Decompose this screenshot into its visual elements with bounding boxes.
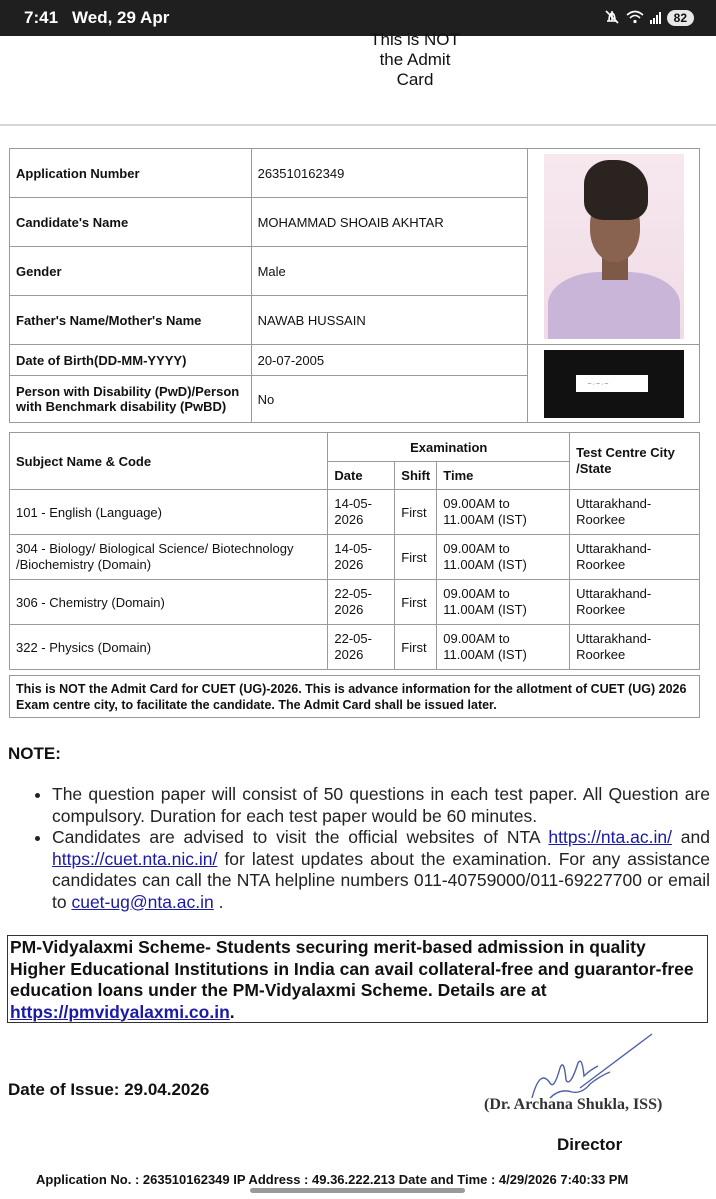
exam-centre: Uttarakhand-Roorkee [570, 580, 700, 625]
note-text: Candidates are advised to visit the official websites of NTA [52, 827, 549, 847]
candidate-info-table [9, 148, 700, 423]
note-text: for latest updates about the examination. For any assistance candidates can call the NTA helpline numbers 011-40759000/011-69227700 or email to [52, 848, 710, 912]
info-label: Candidate's Name [10, 198, 252, 247]
info-label: Application Number [10, 149, 252, 198]
header-line-3: Card [396, 70, 434, 89]
exam-subject: 304 - Biology/ Biological Science/ Biotechnology /Biochemistry (Domain) [10, 535, 328, 580]
exam-row [10, 625, 700, 670]
wifi-icon [626, 10, 644, 27]
issue-date: Date of Issue: 29.04.2026 [8, 1080, 210, 1099]
battery-indicator: 82 [667, 10, 694, 26]
exam-header-row [10, 433, 700, 462]
col-time: Time [437, 462, 570, 490]
exam-centre: Uttarakhand-Roorkee [570, 625, 700, 670]
header-line-2: the Admit [379, 50, 451, 69]
candidate-photo [544, 154, 684, 339]
nta-website-link[interactable]: https://nta.ac.in/ [548, 827, 672, 847]
info-label: Gender [10, 247, 252, 296]
home-gesture-bar[interactable] [250, 1188, 465, 1193]
info-value: 20-07-2005 [251, 345, 527, 376]
col-shift: Shift [395, 462, 437, 490]
scheme-text: PM-Vidyalaxmi Scheme- Students securing merit-based admission in quality Higher Educational Institutions in India can avail collateral-free and guarantor-free education loans under the PM-Vidyalaxmi Scheme. Details are at [10, 937, 694, 1000]
candidate-signature-image: ~·~·~ [544, 350, 684, 418]
signatory-title: Director [557, 1135, 623, 1154]
status-time: 7:41 [24, 8, 59, 27]
note-item [52, 827, 710, 913]
exam-subject: 101 - English (Language) [10, 490, 328, 535]
pmvidyalaxmi-link[interactable]: https://pmvidyalaxmi.co.in [10, 1001, 230, 1022]
info-value: Male [251, 247, 527, 296]
info-row-dob [10, 345, 700, 376]
page-header-title [330, 30, 500, 90]
note-item-text: The question paper will consist of 50 questions in each test paper. All Question are compulsory. Duration for each test paper would be 60 minutes. [52, 784, 710, 826]
header-divider [0, 124, 716, 126]
exam-time: 09.00AM to 11.00AM (IST) [437, 625, 570, 670]
exam-date: 22-05-2026 [328, 580, 395, 625]
note-item [52, 784, 710, 827]
cuet-website-link[interactable]: https://cuet.nta.nic.in/ [52, 848, 218, 869]
col-date: Date [328, 462, 395, 490]
not-admit-card-notice: This is NOT the Admit Card for CUET (UG)-2026. This is advance information for the allotment of CUET (UG) 2026 Exam centre city, to facilitate the candidate. The Admit Card shall be issued later. [9, 675, 700, 718]
scheme-end: . [229, 1001, 235, 1022]
info-value: 263510162349 [251, 149, 527, 198]
col-examination: Examination [328, 433, 570, 462]
pm-vidyalaxmi-notice [7, 935, 708, 1023]
exam-row [10, 535, 700, 580]
exam-date: 22-05-2026 [328, 625, 395, 670]
info-value: MOHAMMAD SHOAIB AKHTAR [251, 198, 527, 247]
signal-icon [650, 12, 661, 24]
status-date: Wed, 29 Apr [72, 8, 170, 27]
col-subject: Subject Name & Code [10, 433, 328, 490]
note-text: . [213, 891, 224, 912]
status-icons [604, 9, 694, 28]
note-heading: NOTE: [8, 744, 61, 763]
photo-cell [528, 149, 700, 345]
header-line-1: This is NOT [370, 30, 460, 49]
exam-subject: 322 - Physics (Domain) [10, 625, 328, 670]
exam-shift: First [395, 580, 437, 625]
exam-row [10, 580, 700, 625]
exam-time: 09.00AM to 11.00AM (IST) [437, 580, 570, 625]
exam-schedule-table [9, 432, 700, 670]
signatory-name: (Dr. Archana Shukla, ISS) [484, 1096, 663, 1113]
info-label: Date of Birth(DD-MM-YYYY) [10, 345, 252, 376]
exam-subject: 306 - Chemistry (Domain) [10, 580, 328, 625]
exam-date: 14-05-2026 [328, 490, 395, 535]
exam-date: 14-05-2026 [328, 535, 395, 580]
exam-centre: Uttarakhand-Roorkee [570, 535, 700, 580]
exam-shift: First [395, 490, 437, 535]
mute-icon [604, 9, 620, 28]
exam-shift: First [395, 535, 437, 580]
note-text: and [671, 827, 711, 847]
footer-info: Application No. : 263510162349 IP Address : 49.36.222.213 Date and Time : 4/29/2026 7:40:33 PM [36, 1172, 629, 1187]
exam-time: 09.00AM to 11.00AM (IST) [437, 535, 570, 580]
info-label: Person with Disability (PwD)/Person with Benchmark disability (PwBD) [10, 376, 252, 423]
exam-centre: Uttarakhand-Roorkee [570, 490, 700, 535]
info-label: Father's Name/Mother's Name [10, 296, 252, 345]
info-row-application-number [10, 149, 700, 198]
signature-cell [528, 345, 700, 423]
exam-shift: First [395, 625, 437, 670]
note-list [30, 784, 710, 913]
email-link[interactable]: cuet-ug@nta.ac.in [71, 891, 214, 912]
info-value: No [251, 376, 527, 423]
col-centre: Test Centre City /State [570, 433, 700, 490]
info-value: NAWAB HUSSAIN [251, 296, 527, 345]
exam-time: 09.00AM to 11.00AM (IST) [437, 490, 570, 535]
exam-row [10, 490, 700, 535]
